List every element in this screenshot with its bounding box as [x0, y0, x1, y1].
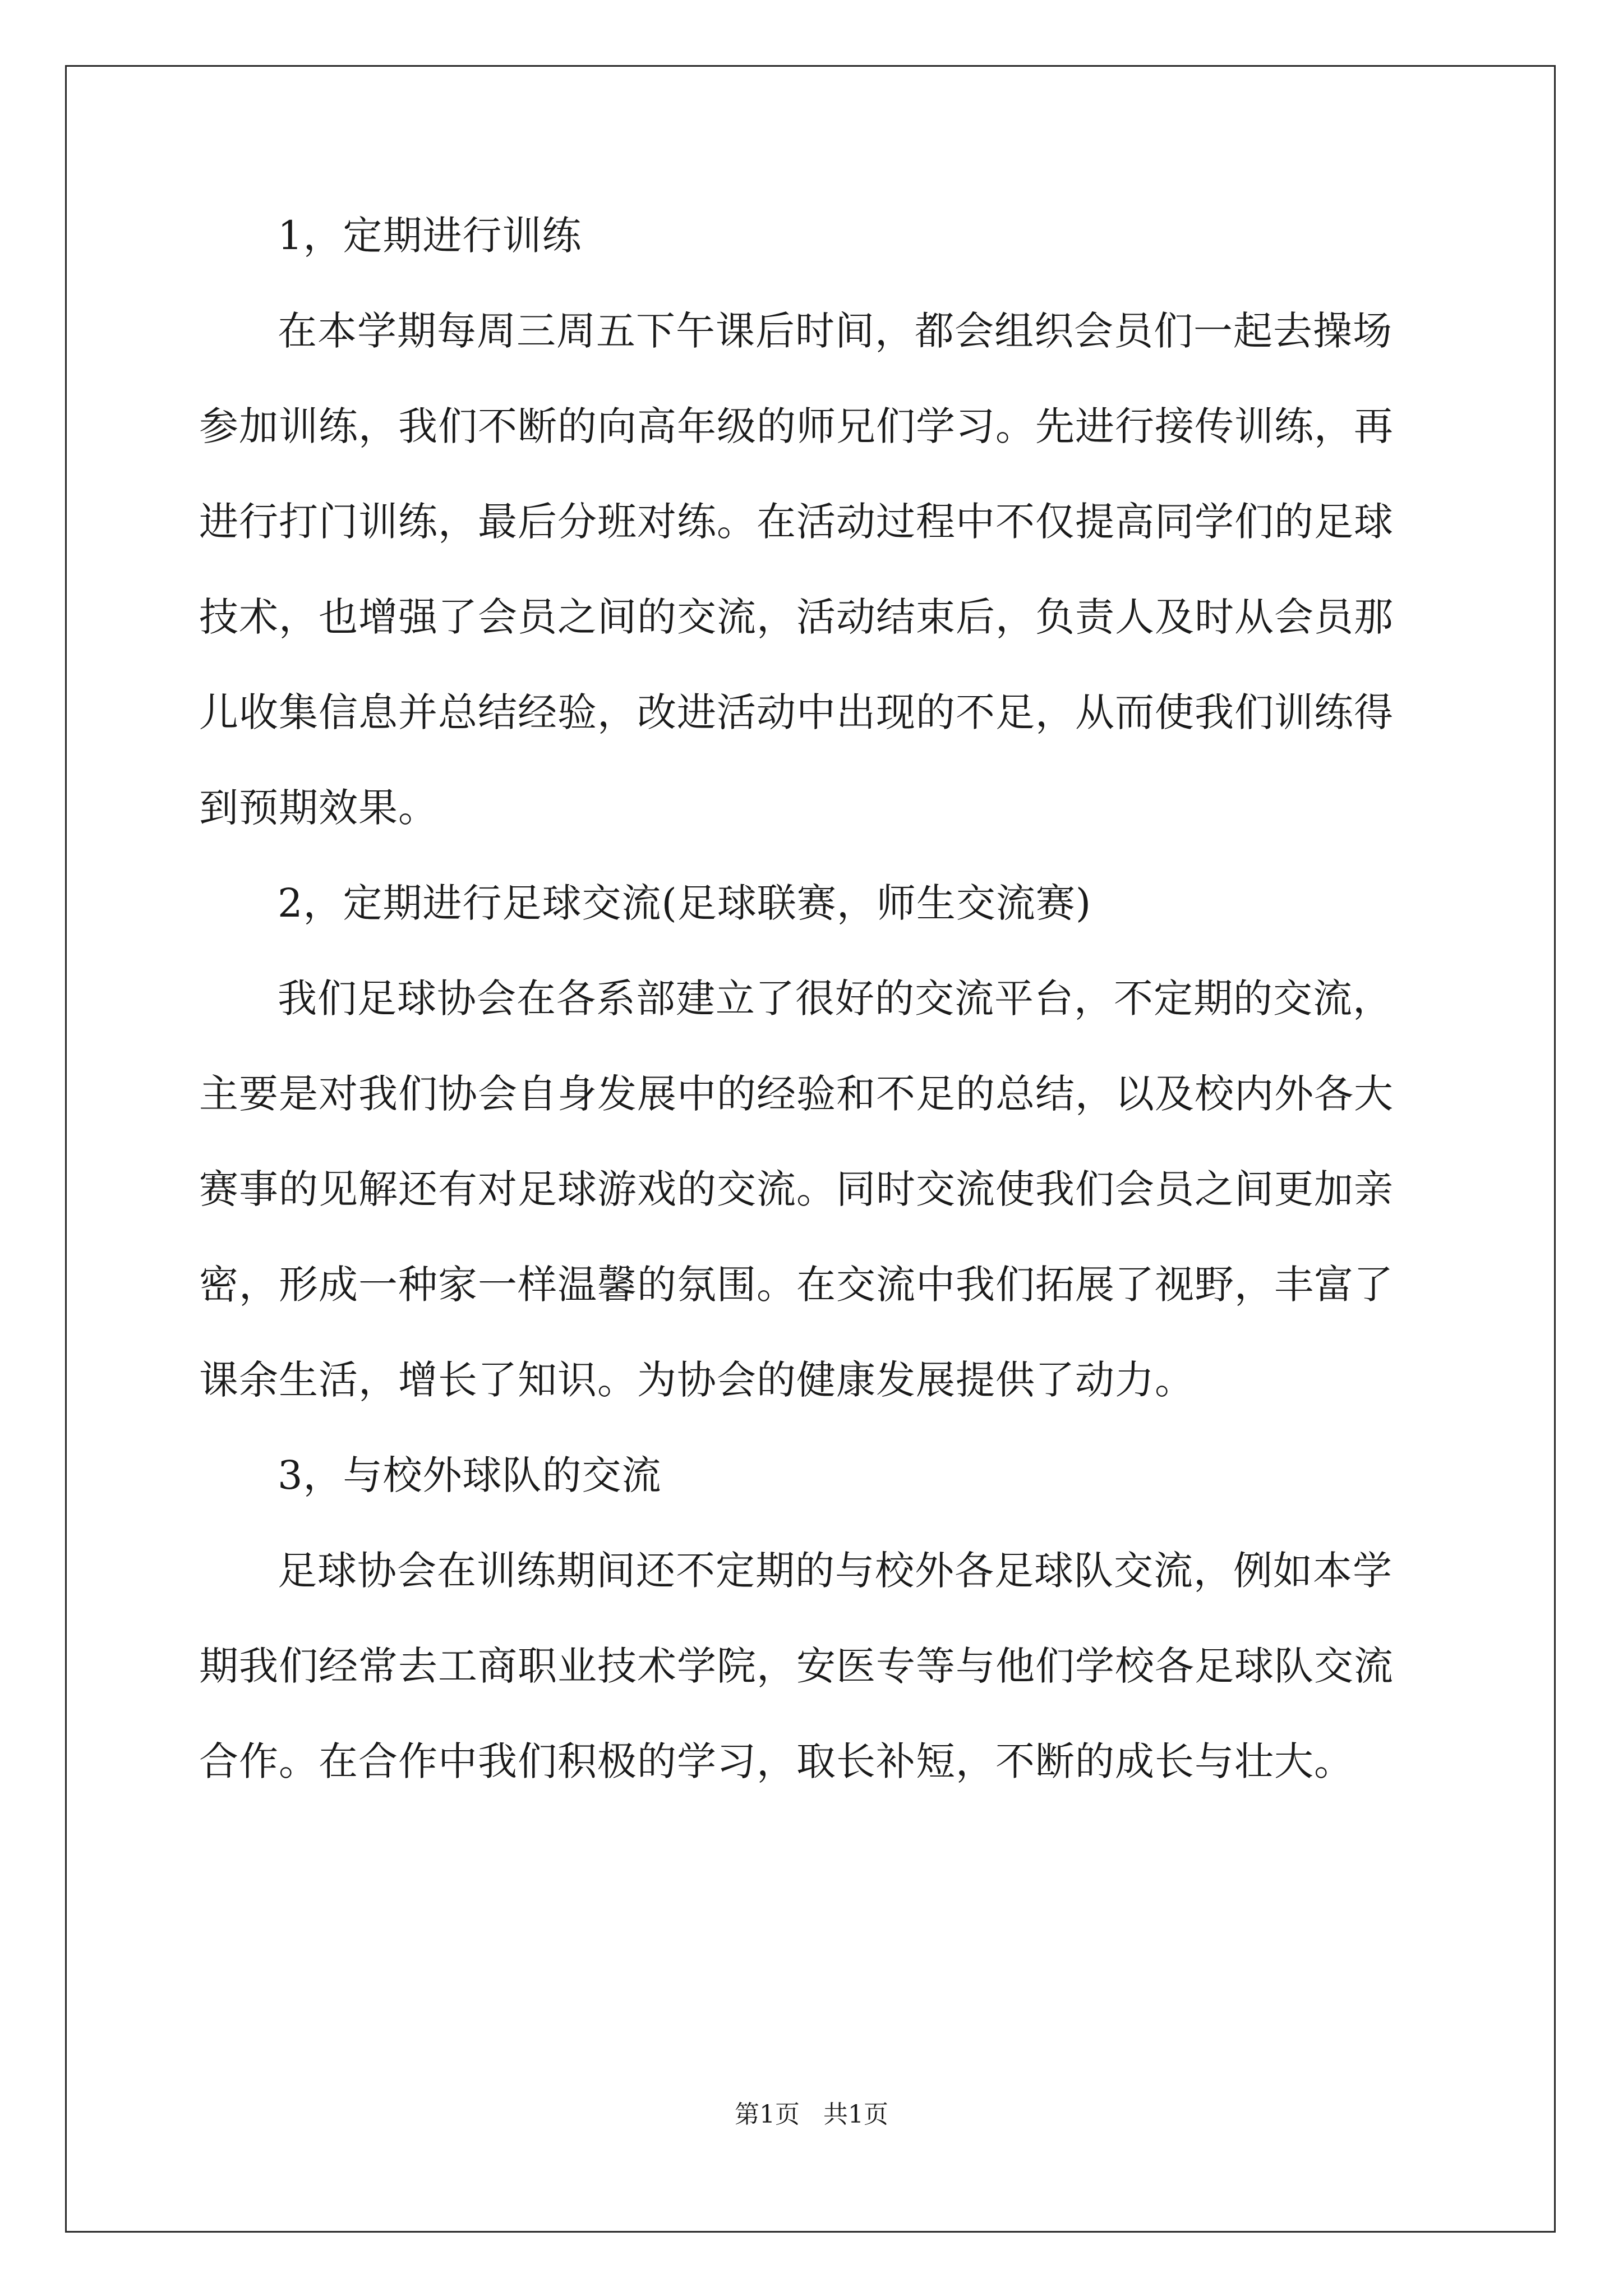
- paragraph-line: 技术，也增强了会员之间的交流，活动结束后，负责人及时从会员那: [199, 594, 1394, 640]
- paragraph-line: 密，形成一种家一样温馨的氛围。在交流中我们拓展了视野，丰富了: [199, 1262, 1394, 1308]
- heading-2: 2，定期进行足球交流(足球联赛，师生交流赛): [278, 880, 1092, 926]
- paragraph-line: 进行打门训练，最后分班对练。在活动过程中不仅提高同学们的足球: [199, 499, 1394, 545]
- heading-3: 3，与校外球队的交流: [278, 1452, 662, 1498]
- paragraph-line: 我们足球协会在各系部建立了很好的交流平台，不定期的交流，: [278, 976, 1393, 1022]
- paragraph-line: 参加训练，我们不断的向高年级的师兄们学习。先进行接传训练，再: [199, 403, 1394, 449]
- paragraph-line: 课余生活，增长了知识。为协会的健康发展提供了动力。: [199, 1357, 1195, 1403]
- heading-1: 1，定期进行训练: [278, 213, 582, 259]
- paragraph-line: 期我们经常去工商职业技术学院，安医专等与他们学校各足球队交流: [199, 1643, 1394, 1689]
- page-footer: 第1页 共1页: [735, 2100, 888, 2129]
- page-border: [65, 65, 1556, 2233]
- paragraph-line: 合作。在合作中我们积极的学习，取长补短，不断的成长与壮大。: [199, 1738, 1354, 1784]
- paragraph-line: 赛事的见解还有对足球游戏的交流。同时交流使我们会员之间更加亲: [199, 1166, 1394, 1212]
- paragraph-line: 足球协会在训练期间还不定期的与校外各足球队交流，例如本学: [278, 1548, 1393, 1594]
- paragraph-line: 主要是对我们协会自身发展中的经验和不足的总结，以及校内外各大: [199, 1071, 1394, 1117]
- paragraph-line: 儿收集信息并总结经验，改进活动中出现的不足，从而使我们训练得: [199, 689, 1394, 735]
- paragraph-line: 在本学期每周三周五下午课后时间，都会组织会员们一起去操场: [278, 308, 1393, 354]
- paragraph-line: 到预期效果。: [199, 785, 438, 831]
